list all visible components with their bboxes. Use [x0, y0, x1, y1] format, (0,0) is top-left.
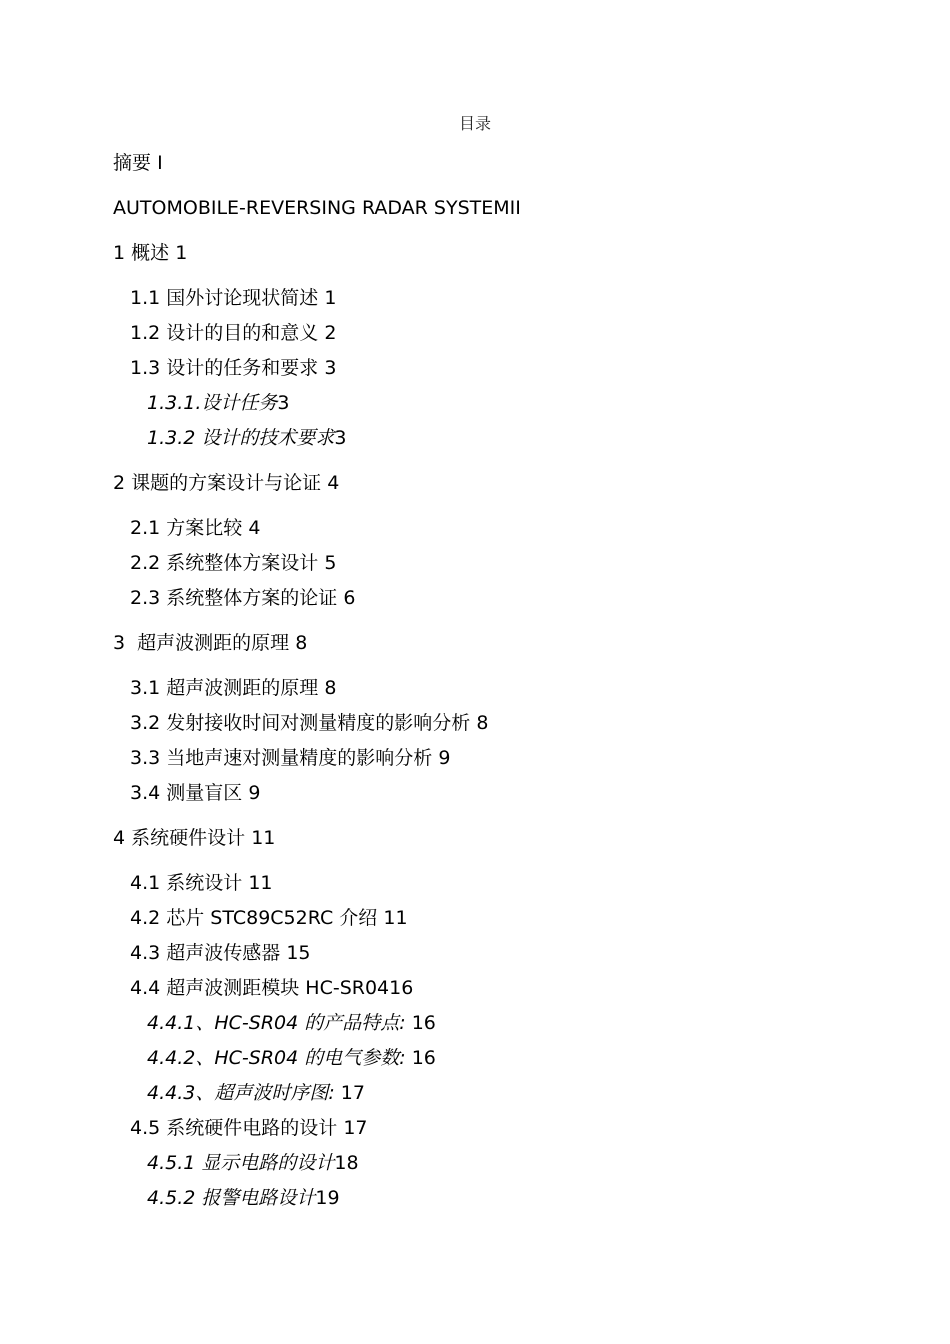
toc-entry-title: 4.4 超声波测距模块 HC-SR04 [130, 977, 390, 999]
toc-entry-section-4-3 [130, 940, 311, 966]
toc-entry-title: 4.4.1、HC-SR04 的产品特点: [147, 1012, 406, 1034]
toc-entry-page: I [157, 152, 163, 174]
toc-entry-title: 2.1 方案比较 [130, 517, 243, 539]
toc-entry-page: 9 [438, 747, 451, 769]
toc-entry-title: 2.2 系统整体方案设计 [130, 552, 319, 574]
toc-entry-page: 6 [343, 587, 356, 609]
toc-entry-chapter-1 [113, 240, 187, 266]
toc-entry-title: 摘要 [113, 152, 152, 174]
toc-entry-title: 1 概述 [113, 242, 170, 264]
toc-entry-title: 1.3 设计的任务和要求 [130, 357, 319, 379]
toc-entry-title: 3.3 当地声速对测量精度的影响分析 [130, 747, 433, 769]
toc-entry-title: 4 系统硬件设计 [113, 827, 246, 849]
toc-entry-page: 2 [324, 322, 337, 344]
toc-entry-page: 3 [334, 427, 347, 449]
toc-entry-page: 8 [295, 632, 308, 654]
toc-entry-title: 4.4.3、超声波时序图: [147, 1082, 335, 1104]
toc-entry-section-2-2 [130, 550, 336, 576]
toc-entry-title: 4.2 芯片 STC89C52RC 介绍 [130, 907, 378, 929]
toc-entry-title: 1.1 国外讨论现状简述 [130, 287, 319, 309]
toc-entry-section-2-1 [130, 515, 260, 541]
toc-entry-section-3-2 [130, 710, 488, 736]
toc-entry-page: 3 [324, 357, 337, 379]
toc-entry-section-3-4 [130, 780, 260, 806]
toc-entry-page: 11 [383, 907, 408, 929]
toc-entry-subsection-1-3-1 [147, 390, 289, 416]
toc-entry-page: 3 [277, 392, 290, 414]
toc-entry-title: 3.1 超声波测距的原理 [130, 677, 319, 699]
toc-entry-page: 16 [411, 1012, 436, 1034]
toc-entry-page: II [509, 197, 521, 219]
toc-entry-page: 17 [340, 1082, 365, 1104]
toc-entry-page: 8 [476, 712, 489, 734]
toc-entry-subsection-4-4-3 [147, 1080, 365, 1106]
toc-entry-page: 5 [324, 552, 337, 574]
toc-entry-subsection-4-5-1 [147, 1150, 359, 1176]
toc-entry-subsection-4-5-2 [147, 1185, 340, 1211]
toc-entry-subsection-4-4-1 [147, 1010, 436, 1036]
toc-entry-title: 2 课题的方案设计与论证 [113, 472, 322, 494]
toc-entry-title: 4.4.2、HC-SR04 的电气参数: [147, 1047, 406, 1069]
toc-entry-section-4-1 [130, 870, 273, 896]
toc-entry-title: 4.5.1 显示电路的设计 [147, 1152, 335, 1174]
toc-entry-page: 4 [327, 472, 340, 494]
toc-entry-section-1-3 [130, 355, 336, 381]
toc-entry-title: 1.3.1.设计任务 [147, 392, 278, 414]
toc-entry-page: 4 [248, 517, 261, 539]
toc-entry-chapter-2 [113, 470, 339, 496]
toc-entry-page: 19 [315, 1187, 340, 1209]
toc-entry-title: 1.3.2 设计的技术要求 [147, 427, 335, 449]
toc-entry-page: 17 [343, 1117, 368, 1139]
toc-entry-page: 15 [286, 942, 311, 964]
toc-entry-chapter-4 [113, 825, 275, 851]
toc-entry-section-2-3 [130, 585, 355, 611]
toc-entry-chapter-3 [113, 630, 307, 656]
toc-entry-section-4-5 [130, 1115, 368, 1141]
toc-entry-abstract [113, 150, 163, 176]
toc-entry-section-3-3 [130, 745, 450, 771]
toc-entry-title: 1.2 设计的目的和意义 [130, 322, 319, 344]
toc-entry-english-abstract [113, 195, 521, 221]
toc-entry-page: 16 [411, 1047, 436, 1069]
toc-entry-section-3-1 [130, 675, 336, 701]
toc-entry-title: 2.3 系统整体方案的论证 [130, 587, 338, 609]
toc-entry-page: 1 [175, 242, 188, 264]
toc-entry-page: 9 [248, 782, 261, 804]
toc-entry-title: 4.3 超声波传感器 [130, 942, 281, 964]
toc-entry-title: 4.5.2 报警电路设计 [147, 1187, 316, 1209]
toc-entry-title: 4.1 系统设计 [130, 872, 243, 894]
toc-entry-page: 18 [334, 1152, 359, 1174]
toc-entry-section-4-4 [130, 975, 413, 1001]
toc-entry-subsection-4-4-2 [147, 1045, 436, 1071]
toc-entry-section-4-2 [130, 905, 408, 931]
toc-entry-subsection-1-3-2 [147, 425, 346, 451]
toc-entry-page: 8 [324, 677, 337, 699]
toc-entry-title: 4.5 系统硬件电路的设计 [130, 1117, 338, 1139]
toc-entry-page: 1 [324, 287, 337, 309]
toc-entry-page: 11 [251, 827, 276, 849]
toc-entry-title: 3.2 发射接收时间对测量精度的影响分析 [130, 712, 471, 734]
toc-entry-page: 16 [389, 977, 414, 999]
toc-entry-title: 3.4 测量盲区 [130, 782, 243, 804]
toc-entry-section-1-2 [130, 320, 336, 346]
toc-entry-page: 11 [248, 872, 273, 894]
toc-entry-title: AUTOMOBILE-REVERSING RADAR SYSTEM [113, 197, 510, 219]
toc-entry-title: 3 超声波测距的原理 [113, 632, 290, 654]
toc-heading: 目录 [458, 114, 491, 133]
toc-entry-section-1-1 [130, 285, 336, 311]
